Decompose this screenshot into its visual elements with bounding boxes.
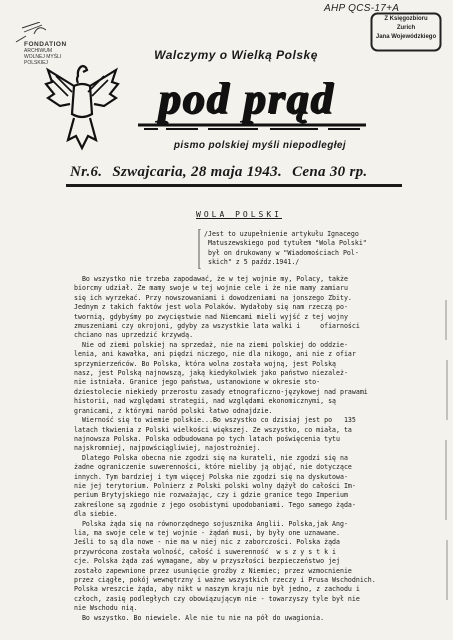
intro-line: /Jest to uzupełnienie artykułu Ignacego bbox=[204, 230, 359, 238]
text-line: chciano nas uprzedzić krzywdą. bbox=[74, 331, 194, 340]
fondation-line: WOLNEJ MYŚLI bbox=[24, 54, 62, 60]
article-intro bbox=[204, 230, 414, 268]
text-line: zostało zapewnione przez usunięcie groźby z Niemiec; przez wzmocnienie bbox=[74, 566, 352, 575]
article-body bbox=[74, 275, 444, 623]
text-line: biorcmy udział. Że mamy swoje w tej wojnie cele i że nie mamy zamiaru bbox=[74, 284, 348, 293]
text-line: Polska żąda się na równorzędnego sojusznika Anglii. Polska,jak Ang- bbox=[74, 519, 348, 528]
text-line: Bo wszystko nie trzeba zapodawać, że w tej wojnie my, Polacy, także bbox=[74, 275, 348, 283]
text-line: zmuszeniami czy okrojoni, gdyby za wszystkie lata walki i ofiarności bbox=[74, 322, 360, 331]
library-stamp-text bbox=[372, 15, 440, 42]
text-line: historii, nad względami strategii, nad względami ekonomicznymi, są bbox=[74, 397, 337, 406]
text-line: najskromniej, najpowściągliwiej, najostrożniej. bbox=[74, 444, 261, 453]
eagle-emblem-icon bbox=[44, 56, 120, 160]
text-line: żadne ograniczenie suwerenności, które mieliby ją objąć, nie dotyczące bbox=[74, 463, 352, 472]
text-line: się ich wyrzekać. Przy nowszowaniami i dowodzeniami na jonszego Zbity. bbox=[74, 293, 352, 302]
fondation-line: ARCHIWUM bbox=[24, 48, 53, 54]
issue-place-date: Szwajcaria, 28 maja 1943. bbox=[112, 164, 283, 180]
archive-reference: AHP QCS-17+A bbox=[324, 3, 400, 14]
intro-line: skich" z 5 paźdz.1941./ bbox=[204, 258, 300, 267]
text-line: nie jej terytorium. Polnierz z Polski polski wolny dążył do całości Im- bbox=[74, 481, 356, 490]
text-line: Bo wszystko. Bo niewiele. Ale nie tu nie na pół do uwagionia. bbox=[74, 613, 325, 622]
paragraph bbox=[74, 416, 444, 454]
text-line: przez ciągłe, pokój wewnętrzny i ważne wszystkich rzeczy i Prusa Wschodnich. bbox=[74, 576, 376, 584]
text-line: przywrócona została wolność, całość i suwerenność w s z y s t k i bbox=[74, 547, 337, 556]
library-stamp-line: Jana Wojewódzkiego bbox=[375, 34, 437, 40]
text-line: najnowsza Polska. Polska odbudowana po tych latach poświęcenia tytu bbox=[74, 434, 340, 443]
text-line: Jeśli to są dla nowe - nie ma w niej nic z zaborczości. Polska żąda bbox=[74, 538, 340, 547]
text-line: nasz, jest Polską najnowszą, jaką kiedykolwiek jako państwo niezależ- bbox=[74, 369, 348, 378]
issue-divider bbox=[66, 184, 402, 187]
intro-line: Matuszewskiego pod tytułem "Wola Polski" bbox=[204, 239, 367, 248]
intro-bracket bbox=[198, 229, 202, 269]
text-line: twornią, gdybyśmy po zwycięstwie nad Niemcami mieli wyjść z tej wojny bbox=[74, 312, 348, 321]
text-line: latach tkwienia z Polski wielkości większej. Ze wszystko, co miała, ta bbox=[74, 425, 352, 434]
text-line: innych. Tym bardziej i tym więcej Polska nie zgodzi się na dyskutowa- bbox=[74, 472, 348, 481]
issue-price: Cena 30 rp. bbox=[292, 164, 368, 180]
issue-number: Nr.6. bbox=[70, 164, 103, 180]
masthead-subtitle: pismo polskiej myśli niepodległej bbox=[173, 140, 347, 151]
paragraph bbox=[74, 275, 444, 341]
text-line: cje. Polska żąda zaś wymagane, aby w przyszłości bezpieczeństwo jej bbox=[74, 557, 340, 566]
text-line: Polska wreszcie żąda, aby nikt w naszym kraju nie był jedno, z zachodu i bbox=[74, 585, 360, 594]
text-line: granicami, z którymi naród polski łatwo odnajdzie. bbox=[74, 406, 273, 415]
paragraph bbox=[74, 341, 444, 416]
text-line: lia, ma swoje cele w tej wojnie - żądań musi, by były one uznawane. bbox=[74, 528, 340, 537]
library-stamp-line: Z Księgozbioru bbox=[384, 16, 428, 22]
page-edge-marks bbox=[440, 300, 450, 600]
text-line: Nie od ziemi polskiej na sprzedaż, nie na ziemi polskiej do oddzie- bbox=[74, 340, 348, 349]
text-line: człoch, zasię podległych czy obowiązującym nie - towarzyszy tyle był nie bbox=[74, 594, 360, 603]
library-stamp-line: Zurich bbox=[396, 25, 416, 31]
text-line: zakreślone są zgodnie z jego osobistymi upodobaniami. Tego samego żąda- bbox=[74, 500, 356, 509]
article-title: WOLA POLSKI bbox=[196, 210, 282, 219]
masthead-title: pod prąd bbox=[158, 74, 336, 123]
masthead-underline bbox=[138, 122, 366, 132]
text-line: Wierność się to wiemie polskie...Bo wszystko co dzisiaj jest po 135 bbox=[74, 416, 356, 425]
text-line: Dlatego Polska obecna nie zgodzi się na kurateli, nie zgodzi się na bbox=[74, 453, 348, 462]
text-line: nie istniała. Granice jego państwa, ustanowione w okresie sto- bbox=[74, 378, 321, 387]
text-line: lenia, ani kawałka, ani piędzi niczego, nie dla nikogo, ani nie z ofiar bbox=[74, 350, 356, 359]
paragraph bbox=[74, 520, 444, 605]
paragraph bbox=[74, 454, 444, 520]
text-line: sprzymierzeńców. Bo Polska, która wolna została wojną, jest Polską bbox=[74, 359, 337, 368]
fondation-line: POLSKIEJ bbox=[24, 60, 48, 66]
text-line: dziestolecie niekiedy przerostu zasady etnograficzno-językowej nad prawami bbox=[74, 387, 368, 396]
issue-line bbox=[70, 164, 400, 181]
paragraph bbox=[74, 604, 444, 623]
text-line: perium Brytyjskiego nie rozważając, czy i gdzie granice tego Imperium bbox=[74, 491, 348, 500]
text-line: dla siebie. bbox=[74, 510, 118, 519]
text-line: nie Wschodu nią. bbox=[74, 604, 138, 613]
masthead-motto: Walczymy o Wielką Polskę bbox=[154, 48, 318, 62]
intro-line: był on drukowany w "Wiadomościach Pol- bbox=[204, 248, 359, 257]
fondation-name: FONDATION bbox=[24, 41, 67, 48]
text-line: Jednym z takich faktów jest wola Polaków. Wydałoby się nam rzeczą po- bbox=[74, 303, 348, 312]
